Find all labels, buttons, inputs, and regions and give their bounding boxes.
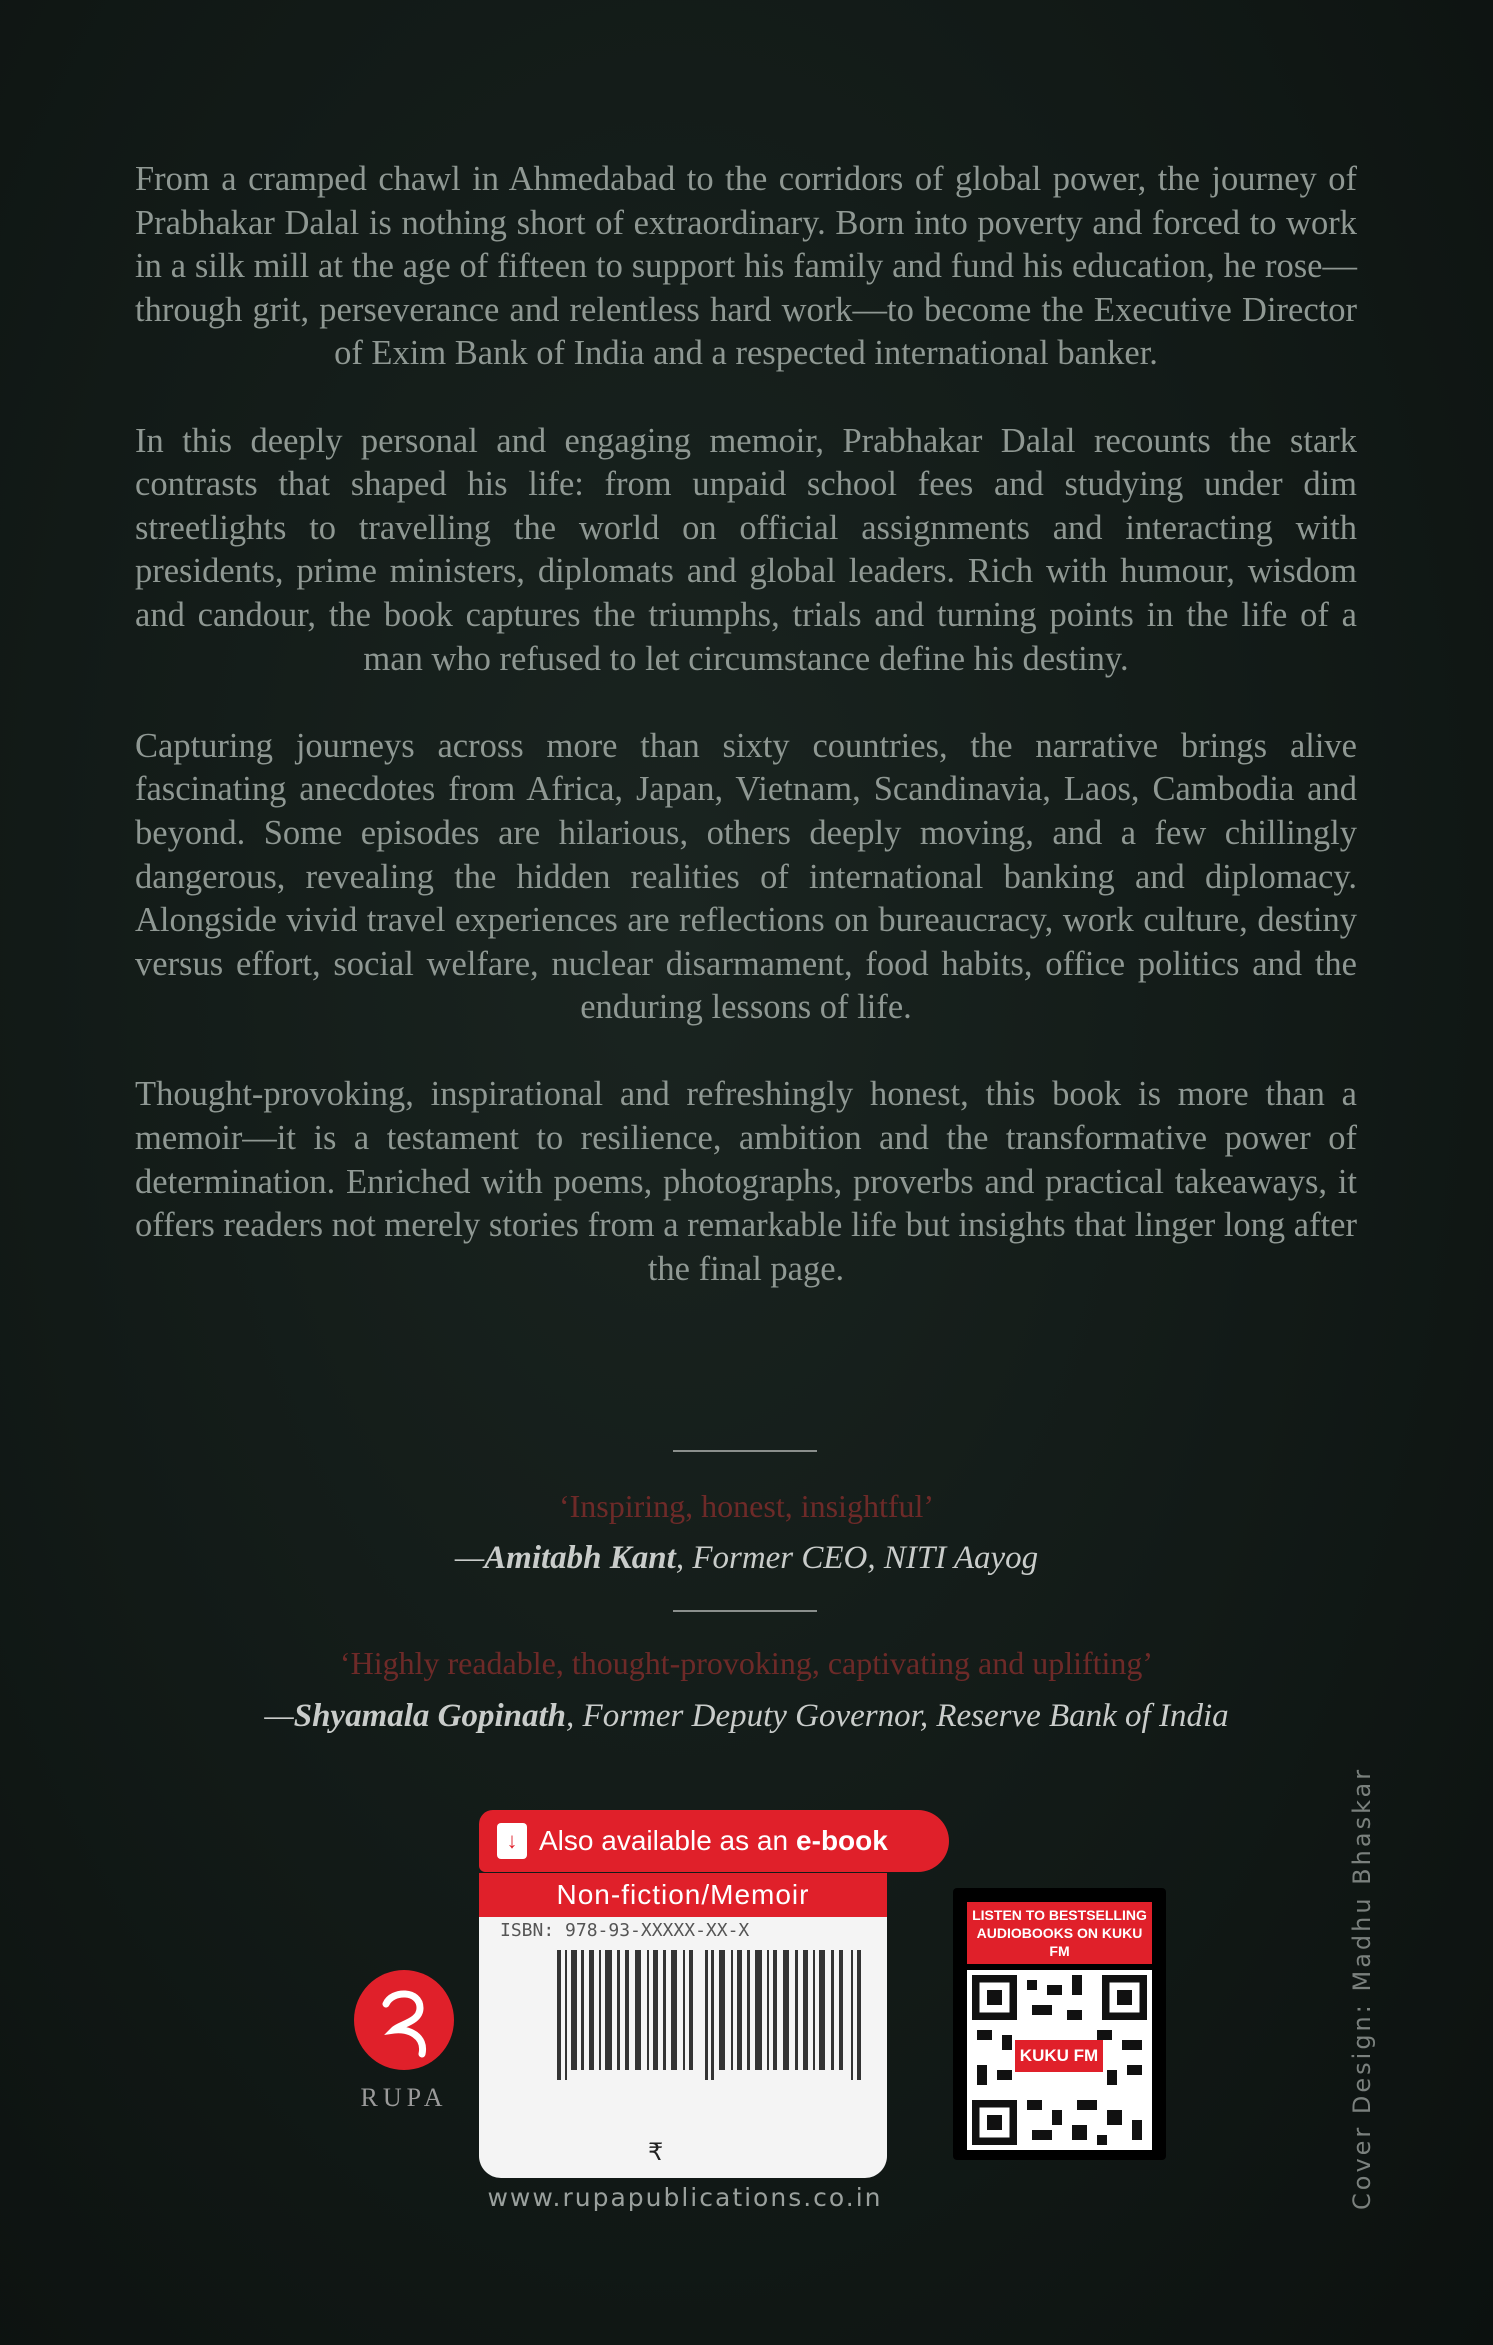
- endorsement-quote-2: ‘Highly readable, thought-provoking, captivating and uplifting’: [339, 1645, 1154, 1681]
- endorsement-attribution-1: —Amitabh Kant, Former CEO, NITI Aayog: [454, 1540, 1039, 1576]
- isbn-text: ISBN: 978-93-XXXXX-XX-X: [500, 1920, 750, 1941]
- kuku-fm-badge: KUKU FM: [1015, 2040, 1103, 2072]
- rupa-logo-icon: [352, 1968, 456, 2072]
- kuku-fm-header: LISTEN TO BESTSELLING AUDIOBOOKS ON KUKU FM: [967, 1902, 1152, 1964]
- ebook-text-bold: e-book: [796, 1825, 888, 1856]
- divider-rule-1: [673, 1450, 817, 1452]
- publisher-name: RUPA: [360, 2083, 448, 2112]
- barcode-icon: [555, 1950, 865, 2100]
- blurb-paragraph-3: Capturing journeys across more than sixty countries, the narrative brings alive fascinating anecdotes from Africa, Japan, Vietnam, Scandinavia, Laos, Cambodia and beyond. Some episodes are hilarious, others deeply moving, and a few chillingly dangerous, revealing the hidden realities of international banking and diplomacy. Alongside vivid travel experiences are reflections on bureaucracy, work culture, destiny versus effort, social welfare, nuclear disarmament, food habits, office politics and the enduring lessons of life.: [135, 726, 1357, 1027]
- endorsement-quote-1: ‘Inspiring, honest, insightful’: [558, 1488, 935, 1524]
- ebook-banner: [479, 1810, 949, 1872]
- publisher-website: www.rupapublications.co.in: [487, 2183, 883, 2212]
- cover-design-credit: Cover Design: Madhu Bhaskar: [1348, 1766, 1376, 2210]
- pdf-download-icon: ↓: [497, 1823, 527, 1859]
- genre-label: Non-fiction/Memoir: [479, 1873, 887, 1917]
- back-cover-blurb: [135, 158, 1357, 1335]
- ebook-text: Also available as an: [539, 1825, 789, 1856]
- blurb-paragraph-4: Thought-provoking, inspirational and refreshingly honest, this book is more than a memoir—it is a testament to resilience, ambition and the transformative power of determination. Enriched with poems, photographs, proverbs and practical takeaways, it offers readers not merely stories from a remarkable life but insights that linger long after the final page.: [135, 1075, 1357, 1288]
- endorsement-attribution-2: —Shyamala Gopinath, Former Deputy Governor, Reserve Bank of India: [264, 1698, 1229, 1734]
- blurb-paragraph-2: In this deeply personal and engaging memoir, Prabhakar Dalal recounts the stark contrasts that shaped his life: from unpaid school fees and studying under dim streetlights to travelling the world on official assignments and interacting with presidents, prime ministers, diplomats and global leaders. Rich with humour, wisdom and candour, the book captures the triumphs, trials and turning points in the life of a man who refused to let circumstance define his destiny.: [135, 421, 1357, 678]
- divider-rule-2: [673, 1610, 817, 1612]
- price-label: ₹: [648, 2139, 664, 2166]
- blurb-paragraph-1: From a cramped chawl in Ahmedabad to the corridors of global power, the journey of Prabhakar Dalal is nothing short of extraordinary. Born into poverty and forced to work in a silk mill at the age of fifteen to support his family and fund his education, he rose—through grit, perseverance and relentless hard work—to become the Executive Director of Exim Bank of India and a respected international banker.: [135, 160, 1357, 373]
